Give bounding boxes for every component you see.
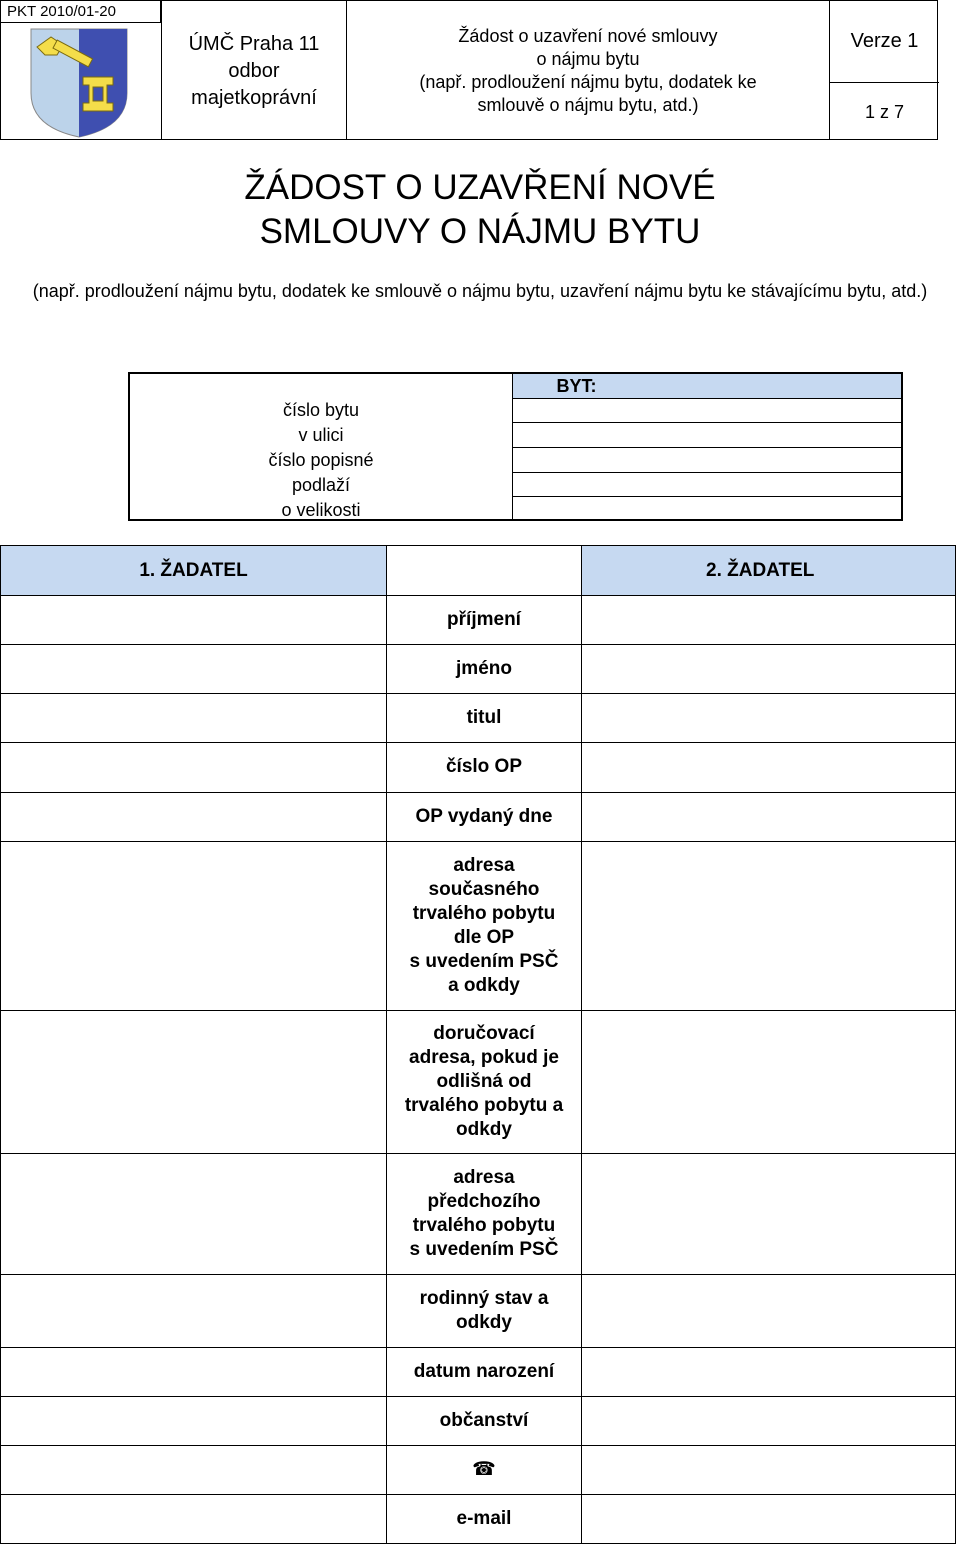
form-subtitle: (např. prodloužení nájmu bytu, dodatek ke smlouvě o nájmu bytu, uzavření nájmu bytu ke stávajícímu bytu, atd.) bbox=[32, 281, 928, 301]
doc-title-line: Žádost o uzavření nové smlouvy bbox=[458, 26, 718, 46]
applicant-2-input[interactable] bbox=[582, 645, 955, 692]
form-title bbox=[0, 166, 960, 254]
applicant-field-label bbox=[387, 1396, 581, 1445]
applicant-field-text: číslo OP bbox=[445, 756, 523, 777]
applicant-field-label bbox=[387, 841, 581, 1010]
applicant-2-input[interactable] bbox=[582, 743, 955, 791]
applicant-field-label bbox=[387, 742, 581, 792]
document-header bbox=[0, 0, 938, 140]
applicant-1-input[interactable] bbox=[1, 645, 385, 692]
applicant-field-label bbox=[387, 1274, 581, 1347]
applicant-field-text: občanství bbox=[439, 1409, 529, 1431]
applicant-1-input[interactable] bbox=[1, 1275, 385, 1346]
applicant-2-input[interactable] bbox=[582, 793, 955, 840]
applicant-field-text: OP vydaný dne bbox=[415, 805, 553, 827]
applicant-1-input[interactable] bbox=[1, 793, 385, 840]
apartment-label: o velikosti bbox=[281, 500, 361, 520]
applicant-field-label bbox=[387, 1153, 581, 1274]
applicant-1-input[interactable] bbox=[1, 1011, 385, 1152]
applicant-field-text: adresa současného trvalého pobytu dle OP s uvedením PSČ a odkdy bbox=[409, 854, 559, 996]
applicant-1-input[interactable] bbox=[1, 694, 385, 741]
document-title-cell bbox=[347, 1, 829, 141]
applicant-field-text: jméno bbox=[456, 657, 512, 679]
applicant-2-input[interactable] bbox=[582, 1446, 955, 1493]
applicant-1-input[interactable] bbox=[1, 842, 385, 1009]
office-line: ÚMČ Praha 11 bbox=[188, 32, 320, 55]
applicant-field-text: příjmení bbox=[447, 608, 521, 630]
applicant-field-label bbox=[387, 595, 581, 644]
form-title-line: SMLOUVY O NÁJMU BYTU bbox=[259, 212, 701, 251]
applicant-1-input[interactable] bbox=[1, 596, 385, 643]
applicants-table bbox=[0, 545, 956, 1544]
applicant-2-input[interactable] bbox=[582, 842, 955, 1009]
applicant-field-text: datum narození bbox=[413, 1360, 555, 1382]
applicant-1-input[interactable] bbox=[1, 743, 385, 791]
apartment-table bbox=[128, 372, 903, 521]
applicant-field-text: e-mail bbox=[456, 1508, 512, 1529]
doc-title-line: o nájmu bytu bbox=[536, 49, 640, 69]
office-line: odbor bbox=[228, 59, 280, 82]
doc-title-line: smlouvě o nájmu bytu, atd.) bbox=[477, 95, 699, 115]
applicant-1-input[interactable] bbox=[1, 1397, 385, 1444]
applicant-2-input[interactable] bbox=[582, 1154, 955, 1273]
apartment-label: číslo popisné bbox=[268, 450, 374, 470]
applicant-1-input[interactable] bbox=[1, 1495, 385, 1543]
document-code: PKT 2010/01-20 bbox=[1, 1, 161, 23]
apartment-table-header: BYT: bbox=[512, 374, 901, 399]
applicant-field-text: rodinný stav a odkdy bbox=[419, 1287, 549, 1333]
form-title-line: ŽÁDOST O UZAVŘENÍ NOVÉ bbox=[244, 168, 716, 207]
applicant-field-text: doručovací adresa, pokud je odlišná od trvalého pobytu a odkdy bbox=[404, 1022, 564, 1140]
applicant-field-label bbox=[387, 693, 581, 742]
version-label: Verze 1 bbox=[830, 1, 939, 83]
applicant-2-input[interactable] bbox=[582, 1495, 955, 1543]
applicant-field-label bbox=[387, 1347, 581, 1396]
applicant-field-text: adresa předchozího trvalého pobytu s uvedením PSČ bbox=[409, 1166, 559, 1260]
applicant-field-label bbox=[387, 1010, 581, 1153]
applicant-1-header: 1. ŽADATEL bbox=[1, 546, 387, 595]
applicant-1-input[interactable] bbox=[1, 1348, 385, 1395]
applicant-2-input[interactable] bbox=[582, 1275, 955, 1346]
applicant-1-input[interactable] bbox=[1, 1446, 385, 1493]
applicant-field-label bbox=[387, 1445, 581, 1494]
applicant-1-input[interactable] bbox=[1, 1154, 385, 1273]
doc-title-line: (např. prodloužení nájmu bytu, dodatek ke bbox=[419, 72, 757, 92]
phone-icon: ☎ bbox=[472, 1458, 496, 1480]
applicant-2-input[interactable] bbox=[582, 1397, 955, 1444]
applicant-2-input[interactable] bbox=[582, 596, 955, 643]
applicant-2-input[interactable] bbox=[582, 1011, 955, 1152]
page-number: 1 z 7 bbox=[864, 102, 905, 122]
applicant-field-label bbox=[387, 1494, 581, 1544]
office-line: majetkoprávní bbox=[191, 86, 317, 109]
applicant-2-input[interactable] bbox=[582, 1348, 955, 1395]
applicant-field-text: titul bbox=[466, 706, 502, 728]
apartment-input-area[interactable] bbox=[513, 399, 901, 519]
apartment-label: v ulici bbox=[298, 425, 344, 445]
applicant-2-input[interactable] bbox=[582, 694, 955, 741]
district-coat-of-arms bbox=[23, 23, 135, 139]
applicant-field-label bbox=[387, 644, 581, 693]
applicant-2-header: 2. ŽADATEL bbox=[581, 546, 955, 595]
apartment-label: číslo bytu bbox=[282, 400, 360, 420]
applicant-field-label bbox=[387, 792, 581, 841]
apartment-labels bbox=[130, 398, 512, 523]
apartment-label: podlaží bbox=[291, 475, 351, 495]
office-name bbox=[162, 1, 346, 141]
